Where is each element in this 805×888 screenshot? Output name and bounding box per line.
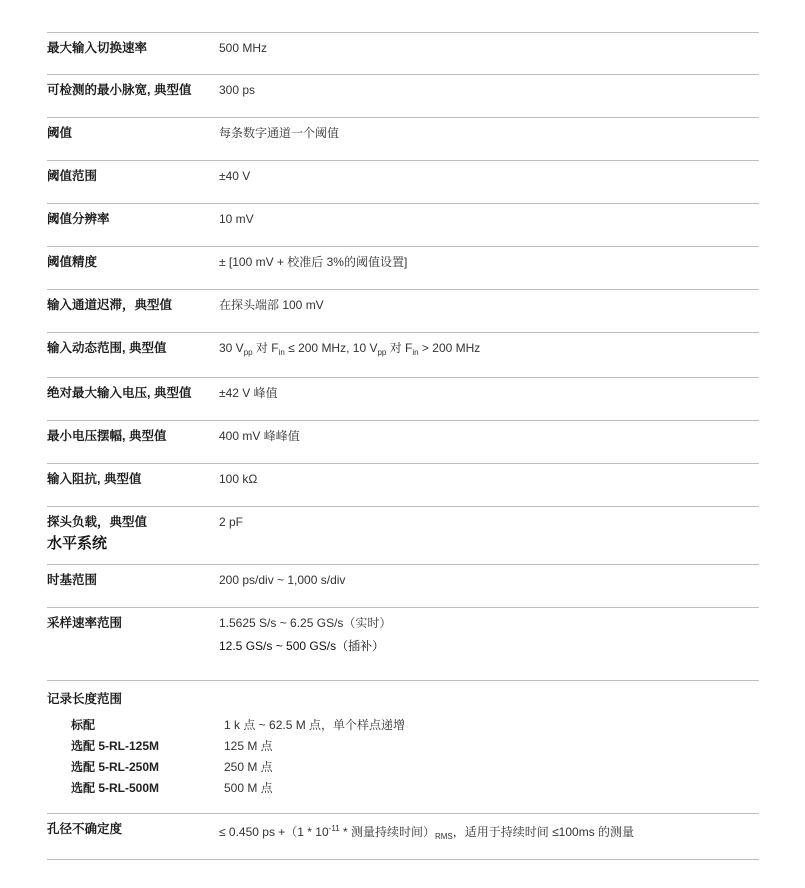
spec-label: 孔径不确定度	[47, 822, 123, 836]
spec-row	[47, 32, 759, 74]
spec-label: 记录长度范围	[47, 692, 123, 706]
spec-row-timebase	[47, 564, 759, 607]
spec-value: 30 $V_{pp}$ 对 $F_{in} \le 200$ MHz, 10 $V_{pp}$ 对 $F_{in} > 200$ MHz	[219, 341, 481, 357]
spec-label: 时基范围	[47, 573, 98, 587]
record-length-list	[47, 715, 759, 799]
spec-value: 400 mV 峰峰值	[219, 429, 300, 443]
spec-row	[47, 117, 759, 160]
spec-label: 输入阻抗, 典型值	[47, 472, 142, 486]
record-length-item-value: 125 M 点	[224, 739, 273, 753]
spec-value-group	[219, 615, 391, 654]
spec-row	[47, 420, 759, 463]
spec-row	[47, 74, 759, 117]
spec-value: 12.5 GS/s ~ 500 GS/s（插补）	[219, 639, 385, 653]
spec-label: 最大输入切换速率	[47, 41, 148, 55]
record-length-item-value: 500 M 点	[224, 781, 273, 795]
spec-value: ±42 V 峰值	[219, 386, 278, 400]
spec-value: ≤ 0.450 ps $+(1 * 10^{-11}$ * 测量持续时间）$_{RMS}$，适用于持续时间 ≤100ms 的测量	[219, 824, 635, 841]
spec-row-record-length	[47, 680, 759, 813]
spec-label: 输入通道迟滞，典型值	[47, 298, 173, 312]
spec-value: 500 MHz	[219, 41, 268, 55]
spec-value: 2 pF	[219, 515, 244, 529]
spec-value: 每条数字通道一个阈值	[219, 126, 340, 140]
record-length-item	[47, 736, 759, 757]
bottom-divider	[47, 859, 759, 860]
spec-label: 阈值范围	[47, 169, 98, 183]
record-length-item-label: 选配 5-RL-250M	[71, 760, 160, 774]
spec-row	[47, 289, 759, 332]
vertical-spec-rows	[47, 32, 759, 534]
section-title-horizontal: 水平系统	[47, 535, 108, 552]
record-length-item-value: 1 k 点 ~ 62.5 M 点，单个样点递增	[224, 718, 406, 732]
spec-value: 1.5625 S/s ~ 6.25 GS/s（实时）	[219, 616, 392, 630]
spec-value: ±40 V	[219, 169, 251, 183]
spec-row-aperture	[47, 813, 759, 859]
spec-label: 阈值	[47, 126, 73, 140]
record-length-item-label: 选配 5-RL-500M	[71, 781, 160, 795]
spec-value: 300 ps	[219, 83, 256, 97]
spec-document	[47, 32, 759, 860]
record-length-item	[47, 778, 759, 799]
spec-label: 可检测的最小脉宽, 典型值	[47, 83, 192, 97]
spec-row	[47, 203, 759, 246]
horizontal-spec-rows	[47, 564, 759, 860]
spec-row-dynamic-range	[47, 332, 759, 377]
record-length-item-label: 选配 5-RL-125M	[71, 739, 160, 753]
spec-row	[47, 160, 759, 203]
spec-label: 阈值分辨率	[47, 212, 110, 226]
spec-label: 探头负载，典型值	[47, 515, 148, 529]
spec-value: 在探头端部 100 mV	[219, 298, 324, 312]
spec-label: 输入动态范围, 典型值	[47, 341, 167, 355]
spec-value: ± [100 mV + 校准后 3%的阈值设置]	[219, 255, 408, 269]
spec-row	[47, 463, 759, 506]
spec-label: 绝对最大输入电压, 典型值	[47, 386, 192, 400]
spec-label: 最小电压摆幅, 典型值	[47, 429, 167, 443]
record-length-item	[47, 715, 759, 736]
spec-value: 100 kΩ	[219, 472, 258, 486]
spec-row	[47, 246, 759, 289]
spec-row	[47, 506, 759, 534]
spec-value: 10 mV	[219, 212, 254, 226]
spec-row	[47, 377, 759, 420]
spec-value: 200 ps/div ~ 1,000 s/div	[219, 573, 346, 587]
record-length-item-label: 标配	[71, 718, 96, 732]
spec-label: 阈值精度	[47, 255, 98, 269]
record-length-item-value: 250 M 点	[224, 760, 273, 774]
spec-label: 采样速率范围	[47, 616, 123, 630]
record-length-item	[47, 757, 759, 778]
spec-row-sample-rate	[47, 607, 759, 680]
